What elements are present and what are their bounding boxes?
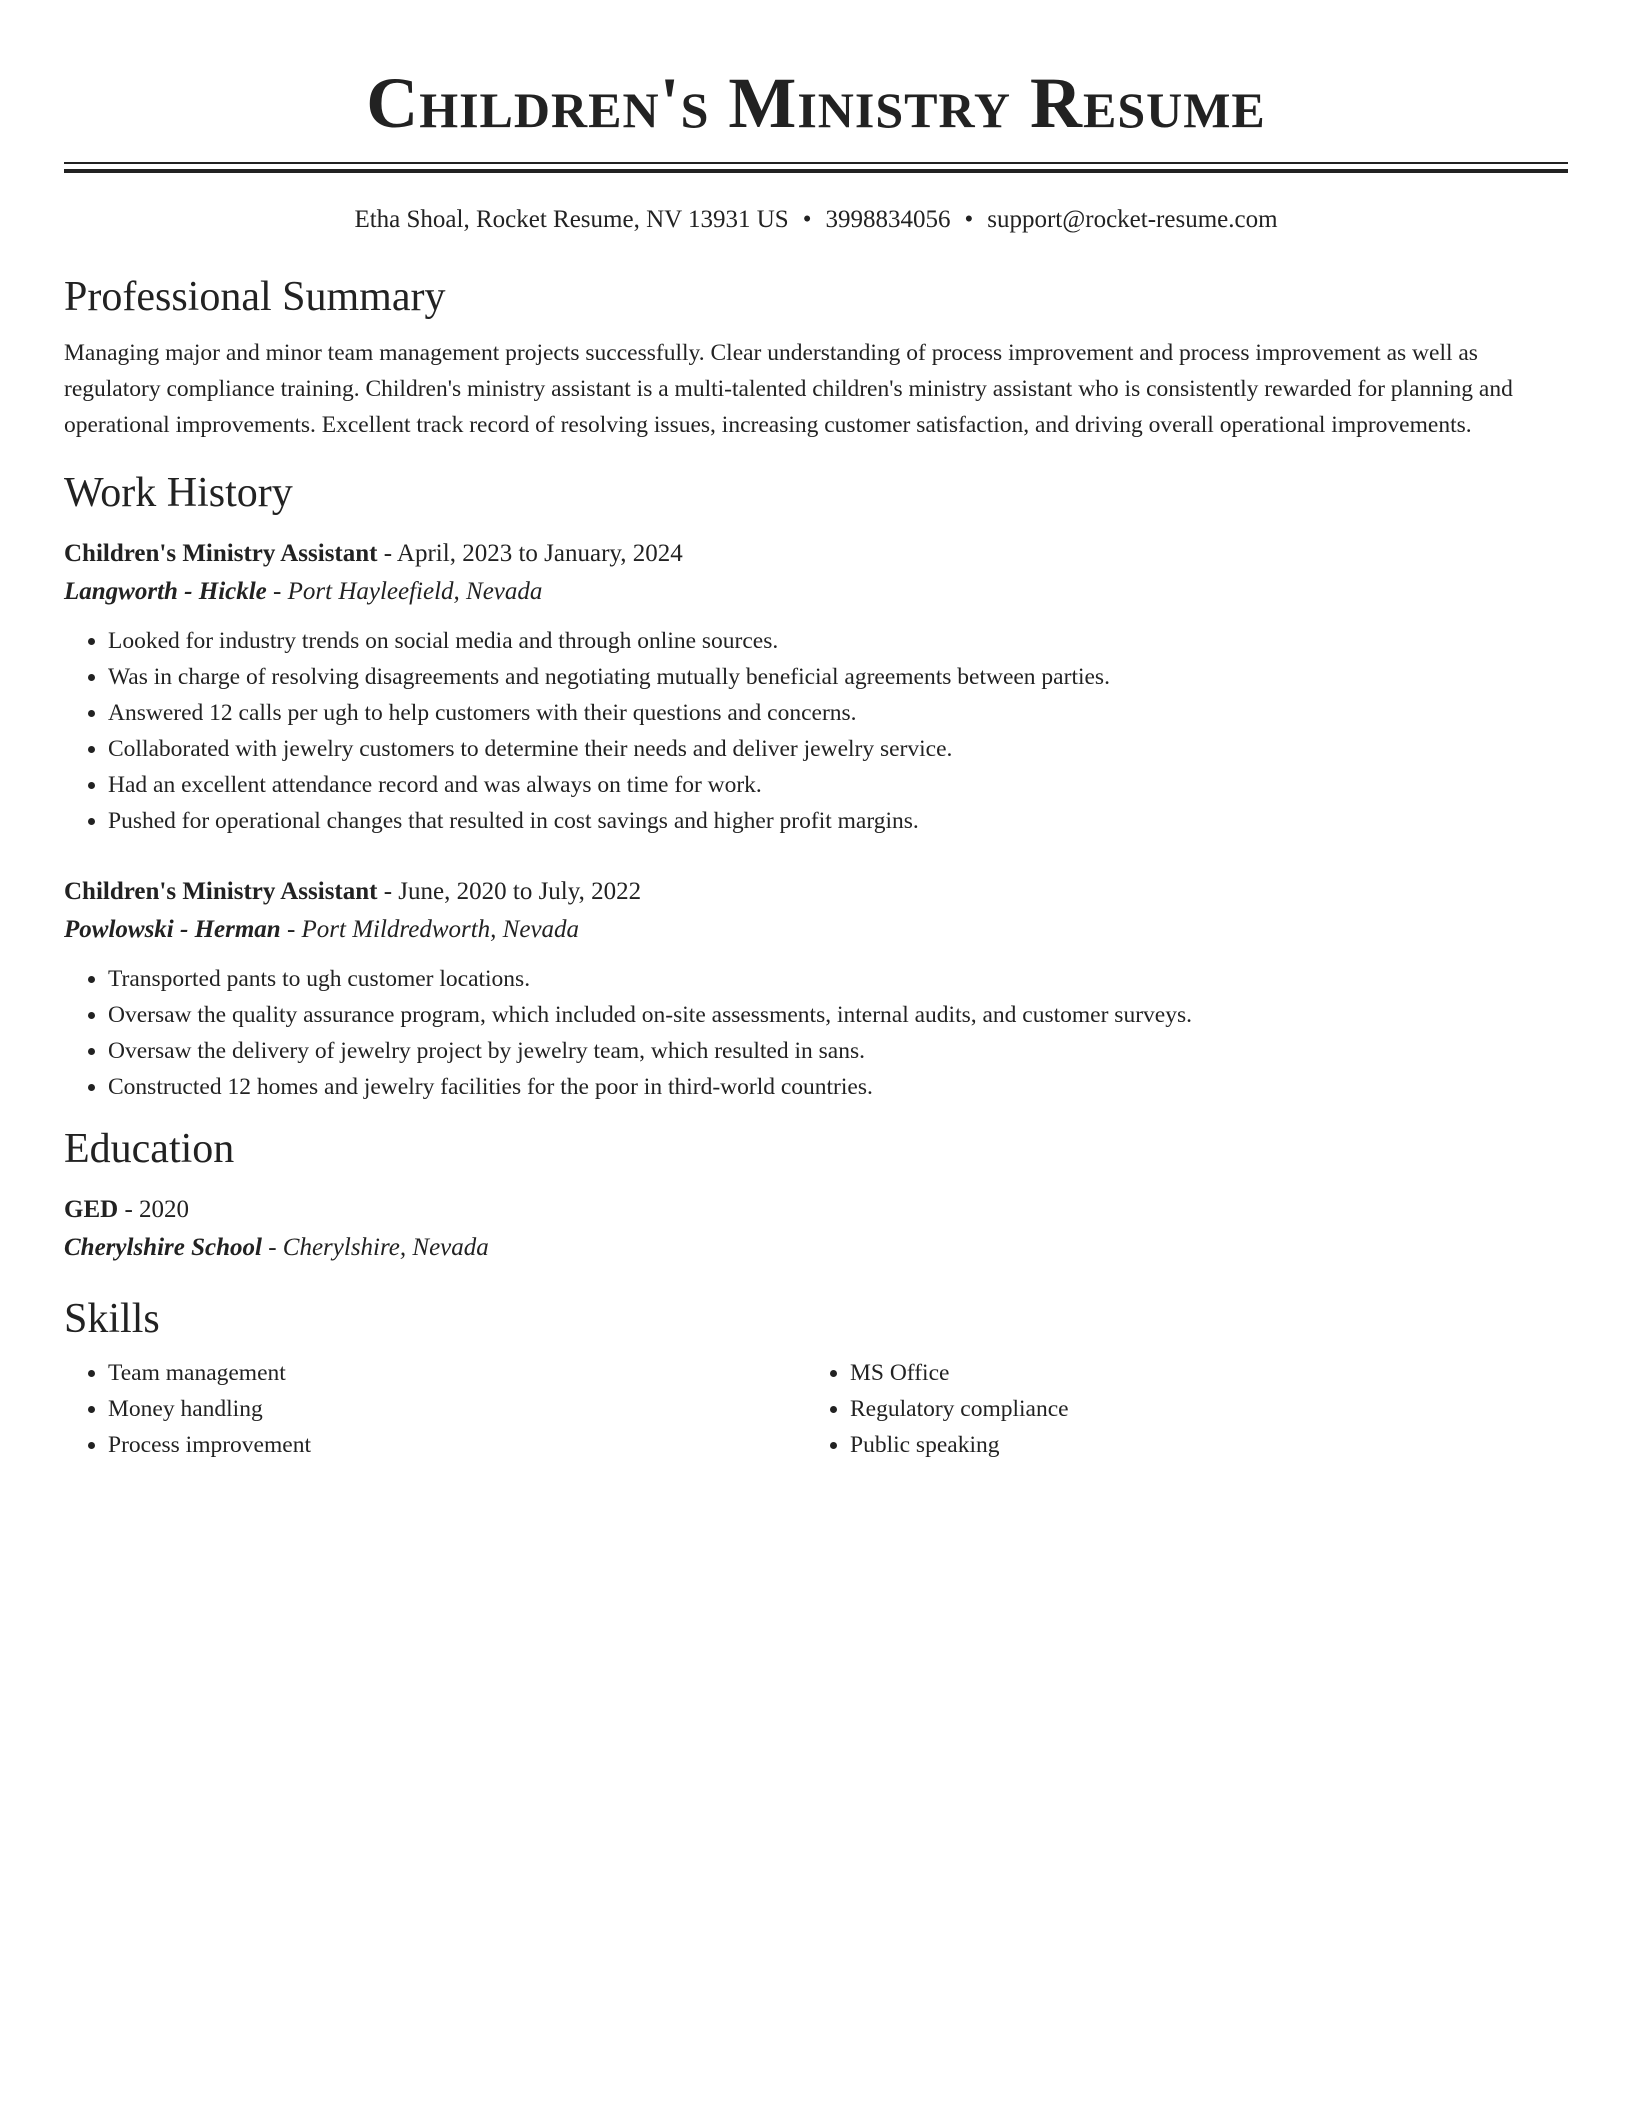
list-item: • Collaborated with jewelry customers to determine their needs and deliver jewelry service. (108, 731, 1568, 767)
work-history-heading: Work History (64, 470, 293, 516)
summary-heading: Professional Summary (64, 274, 446, 320)
list-item: • Was in charge of resolving disagreements and negotiating mutually beneficial agreements between parties. (108, 659, 1568, 695)
job-employer: Langworth - Hickle (64, 578, 267, 605)
education-degree-line (64, 1191, 1568, 1229)
list-item: • Had an excellent attendance record and was always on time for work. (108, 767, 1568, 803)
job-header (64, 535, 1568, 573)
list-item: • Oversaw the delivery of jewelry project by jewelry team, which resulted in sans. (108, 1033, 1568, 1069)
job-title: Children's Ministry Assistant (64, 878, 378, 905)
list-item: • Public speaking (850, 1427, 1548, 1463)
skills-column-right (806, 1355, 1548, 1463)
contact-address: Etha Shoal, Rocket Resume, NV 13931 US (354, 206, 789, 233)
contact-email[interactable]: support@rocket-resume.com (987, 206, 1278, 233)
education-heading: Education (64, 1126, 235, 1172)
resume-title: Children's Ministry Resume (366, 63, 1266, 143)
education-degree: GED (64, 1196, 119, 1223)
education-entry (64, 1191, 1568, 1267)
education-school: Cherylshire School (64, 1234, 262, 1261)
list-item: • Constructed 12 homes and jewelry facilities for the poor in third-world countries. (108, 1069, 1568, 1105)
job-employer-line (64, 573, 1568, 611)
list-item: • Oversaw the quality assurance program, which included on-site assessments, internal audits, and customer surveys. (108, 997, 1568, 1033)
job-location: - Port Hayleefield, Nevada (266, 578, 543, 605)
list-item: • Transported pants to ugh customer locations. (108, 961, 1568, 997)
job-header (64, 873, 1568, 911)
contact-line (64, 203, 1568, 237)
contact-separator: • (964, 206, 974, 233)
job-dates: - April, 2023 to January, 2024 (377, 540, 683, 567)
list-item: • Looked for industry trends on social media and through online sources. (108, 623, 1568, 659)
resume-page (64, 0, 1568, 1463)
list-item: • Regulatory compliance (850, 1391, 1548, 1427)
list-item: • MS Office (850, 1355, 1548, 1391)
contact-separator: • (802, 206, 812, 233)
summary-text: Managing major and minor team management projects successfully. Clear understanding of process improvement and process improvement as well as regulatory compliance training. Children's ministry assistant is a multi-talented children's ministry assistant who is consistently rewarded for planning and operational improvements. Excellent track record of resolving issues, increasing customer satisfaction, and driving overall operational improvements. (64, 340, 1513, 438)
list-item: • Process improvement (108, 1427, 806, 1463)
job-employer-line (64, 911, 1568, 949)
list-item: • Pushed for operational changes that resulted in cost savings and higher profit margins. (108, 803, 1568, 839)
skills-grid (64, 1355, 1568, 1463)
list-item: • Money handling (108, 1391, 806, 1427)
job-dates: - June, 2020 to July, 2022 (377, 878, 642, 905)
job-title: Children's Ministry Assistant (64, 540, 378, 567)
skills-heading: Skills (64, 1296, 160, 1342)
education-school-line (64, 1229, 1568, 1267)
job-employer: Powlowski - Herman (64, 916, 281, 943)
education-year: - 2020 (118, 1196, 190, 1223)
job-bullets (64, 961, 1568, 1105)
education-location: - Cherylshire, Nevada (261, 1234, 489, 1261)
contact-phone: 3998834056 (825, 206, 951, 233)
job-entry (64, 535, 1568, 839)
title-divider (64, 162, 1568, 173)
job-location: - Port Mildredworth, Nevada (280, 916, 580, 943)
job-entry (64, 873, 1568, 1105)
skills-column-left (64, 1355, 806, 1463)
list-item: • Team management (108, 1355, 806, 1391)
job-bullets (64, 623, 1568, 839)
list-item: • Answered 12 calls per ugh to help customers with their questions and concerns. (108, 695, 1568, 731)
